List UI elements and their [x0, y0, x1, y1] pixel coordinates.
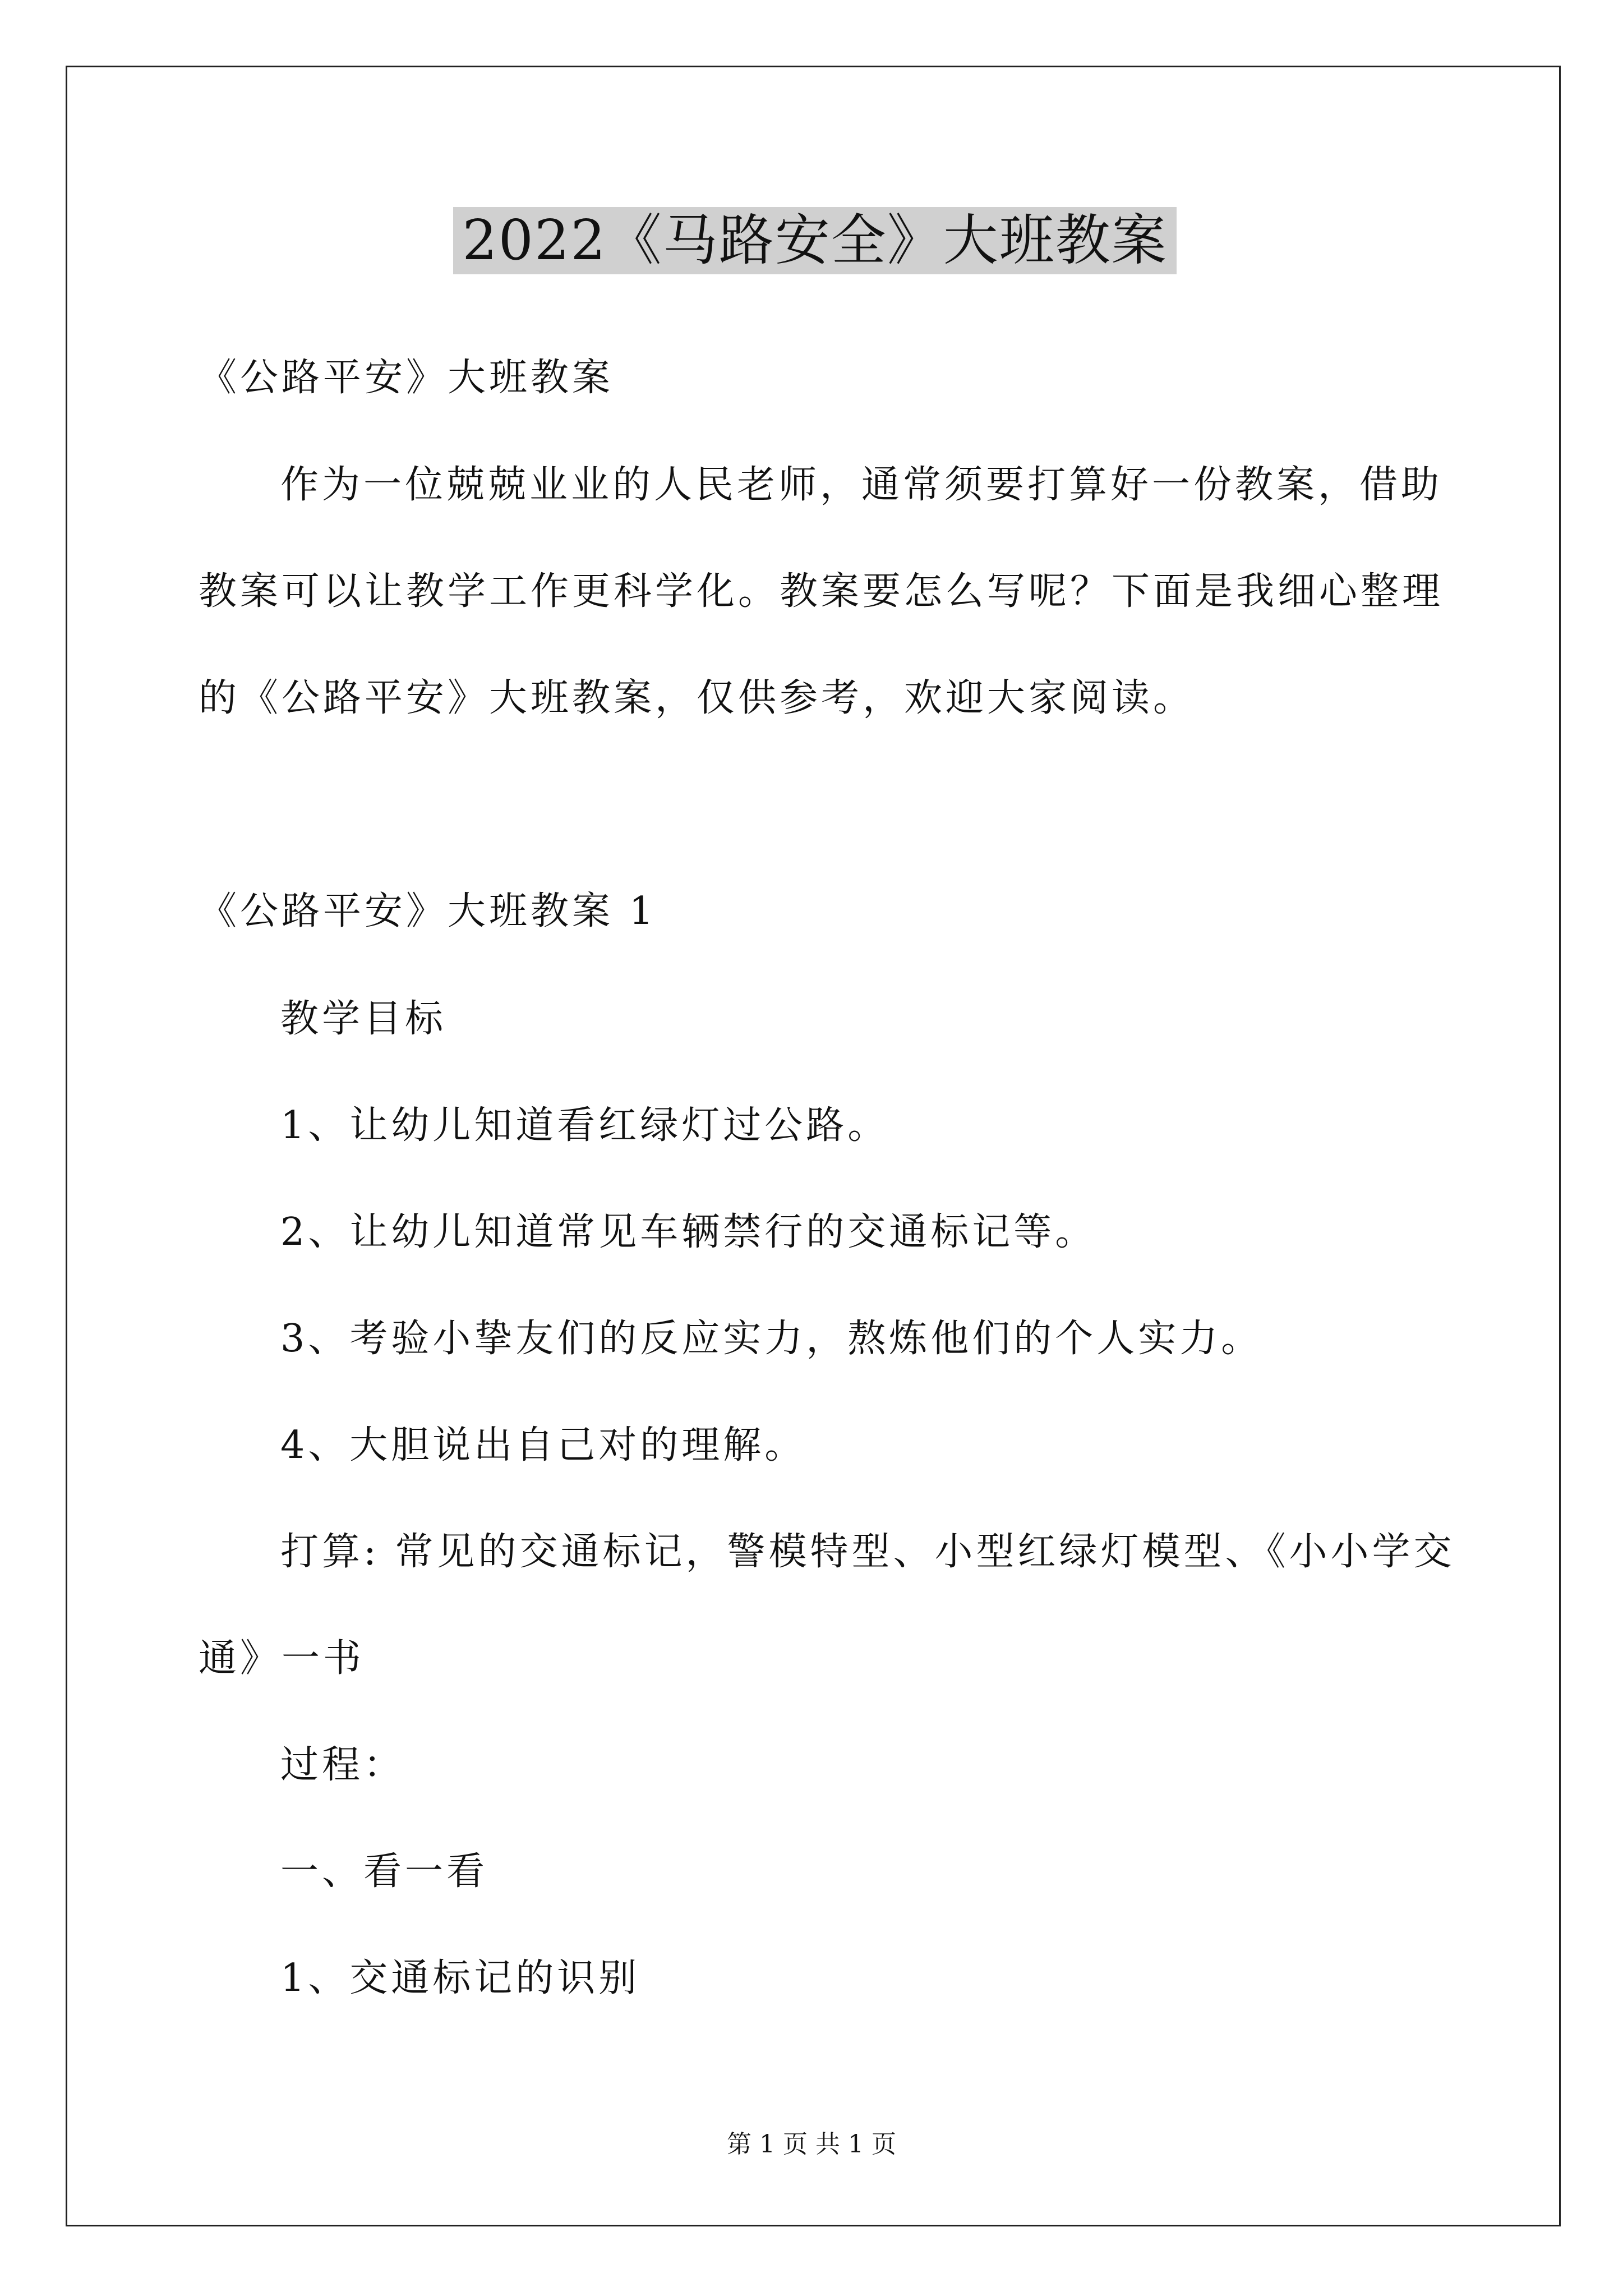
document-title: 2022《马路安全》大班教案 [453, 207, 1177, 274]
goal-item-4: 4、大胆说出自己对的理解。 [280, 1423, 806, 1467]
document-heading: 《公路平安》大班教案 [199, 356, 614, 400]
intro-line-3: 的《公路平安》大班教案，仅供参考，欢迎大家阅读。 [199, 676, 1195, 720]
goal-item-2: 2、让幼儿知道常见车辆禁行的交通标记等。 [280, 1210, 1097, 1254]
page-footer: 第 1 页 共 1 页 [727, 2130, 896, 2159]
section-title: 《公路平安》大班教案 1 [199, 889, 657, 933]
step-heading: 一、看一看 [280, 1849, 488, 1894]
goals-heading: 教学目标 [280, 997, 447, 1041]
goal-item-3: 3、考验小挚友们的反应实力，熬炼他们的个人实力。 [280, 1317, 1263, 1361]
intro-line-1: 作为一位兢兢业业的人民老师，通常须要打算好一份教案，借助 [280, 463, 1443, 507]
step-item: 1、交通标记的识别 [280, 1956, 640, 2000]
intro-line-2: 教案可以让教学工作更科学化。教案要怎么写呢？下面是我细心整理 [199, 569, 1444, 614]
process-heading: 过程： [280, 1743, 405, 1787]
prep-line-1: 打算: 常见的交通标记，警模特型、小型红绿灯模型、《小小学交 [280, 1530, 1455, 1574]
goal-item-1: 1、让幼儿知道看红绿灯过公路。 [280, 1103, 889, 1148]
prep-line-2: 通》一书 [199, 1636, 365, 1681]
